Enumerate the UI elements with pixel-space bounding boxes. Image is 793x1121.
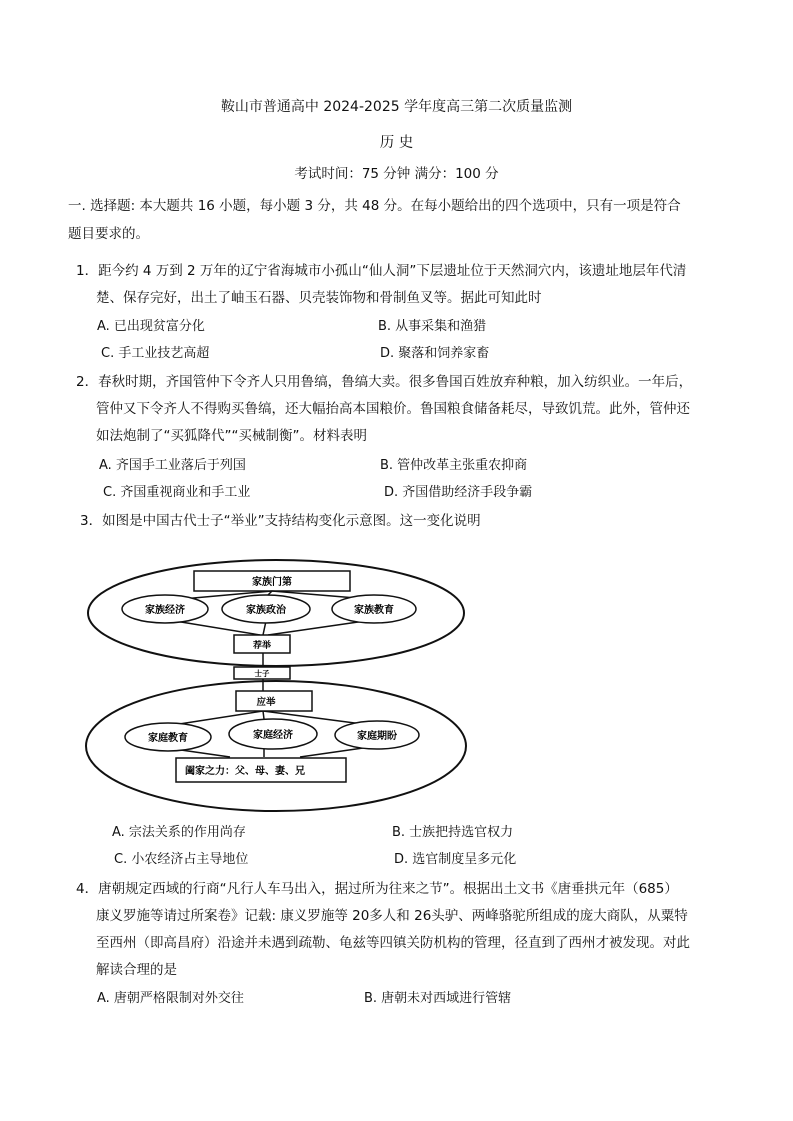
section-instructions-line2: 题目要求的。 xyxy=(68,226,149,242)
q1-option-c: C. 手工业技艺高超 xyxy=(101,346,210,361)
bottom-box-label: 阖家之力：父、母、妻、兄 xyxy=(185,766,305,777)
top-ellipse-1-label: 家族经济 xyxy=(145,605,185,616)
q2-stem-line2: 管仲又下令齐人不得购买鲁缟，还大幅抬高本国粮价。鲁国粮食储备耗尽，导致饥荒。此外，管仲还 xyxy=(96,401,690,417)
q4-option-a: A. 唐朝严格限制对外交往 xyxy=(97,991,244,1006)
q2-option-d: D. 齐国借助经济手段争霸 xyxy=(384,485,533,500)
q2-stem-line1: 2．春秋时期，齐国管仲下令齐人只用鲁缟，鲁缟大卖。很多鲁国百姓放弃种粮，加入纺织业。一年后， xyxy=(76,374,693,390)
middle-label: 士子 xyxy=(254,669,270,678)
q4-stem-line1: 4．唐朝规定西域的行商“凡行人车马出入，据过所为往来之节”。根据出土文书《唐垂拱元年（685） xyxy=(76,881,678,897)
q3-diagram xyxy=(80,555,472,815)
q3-stem: 3．如图是中国古代士子“举业”支持结构变化示意图。这一变化说明 xyxy=(80,513,481,529)
q3-option-b: B. 士族把持选官权力 xyxy=(392,825,514,840)
q1-option-b: B. 从事采集和渔猎 xyxy=(378,319,487,334)
q3-option-d: D. 选官制度呈多元化 xyxy=(394,852,517,867)
q2-option-a: A. 齐国手工业落后于列国 xyxy=(99,458,246,473)
bottom-link-label: 应举 xyxy=(256,697,276,708)
q3-option-c: C. 小农经济占主导地位 xyxy=(114,852,249,867)
q2-option-c: C. 齐国重视商业和手工业 xyxy=(103,485,251,500)
subject-title: 历 史 xyxy=(379,135,414,151)
exam-info: 考试时间：75 分钟 满分：100 分 xyxy=(294,166,499,182)
q4-option-b: B. 唐朝未对西域进行管辖 xyxy=(364,991,512,1006)
q2-stem-line3: 如法炮制了“买狐降代”“买械制衡”。材料表明 xyxy=(96,428,367,444)
top-box-label: 家族门第 xyxy=(252,577,292,588)
section-instructions-line1: 一. 选择题: 本大题共 16 小题，每小题 3 分，共 48 分。在每小题给出的四个选项中，只有一项是符合 xyxy=(68,198,681,214)
top-link-label: 荐举 xyxy=(252,641,272,651)
q1-stem-line1: 1．距今约 4 万到 2 万年的辽宁省海城市小孤山“仙人洞”下层遗址位于天然洞穴内，该遗址地层年代清 xyxy=(76,263,687,279)
q2-option-b: B. 管仲改革主张重农抑商 xyxy=(380,458,528,473)
top-ellipse-2-label: 家族政治 xyxy=(246,605,286,616)
bottom-ellipse-2-label: 家庭经济 xyxy=(253,730,293,741)
q3-option-a: A. 宗法关系的作用尚存 xyxy=(112,825,246,840)
top-ellipse-3-label: 家族教育 xyxy=(354,605,394,616)
q1-option-a: A. 已出现贫富分化 xyxy=(97,319,205,334)
q1-stem-line2: 楚、保存完好，出土了岫玉石器、贝壳装饰物和骨制鱼叉等。据此可知此时 xyxy=(96,290,542,306)
q4-stem-line4: 解读合理的是 xyxy=(96,962,177,978)
bottom-ellipse-1-label: 家庭教育 xyxy=(148,733,188,744)
bottom-ellipse-3-label: 家庭期盼 xyxy=(357,731,397,742)
exam-title: 鞍山市普通高中 2024-2025 学年度高三第二次质量监测 xyxy=(220,99,573,115)
q1-option-d: D. 聚落和饲养家畜 xyxy=(380,346,490,361)
q4-stem-line2: 康义罗施等请过所案卷》记载: 康义罗施等 20多人和 26头驴、两峰骆驼所组成的庞大商队，从粟特 xyxy=(96,908,688,924)
q4-stem-line3: 至西州（即高昌府）沿途并未遇到疏勒、龟兹等四镇关防机构的管理，径直到了西州才被发现。对此 xyxy=(96,935,690,951)
